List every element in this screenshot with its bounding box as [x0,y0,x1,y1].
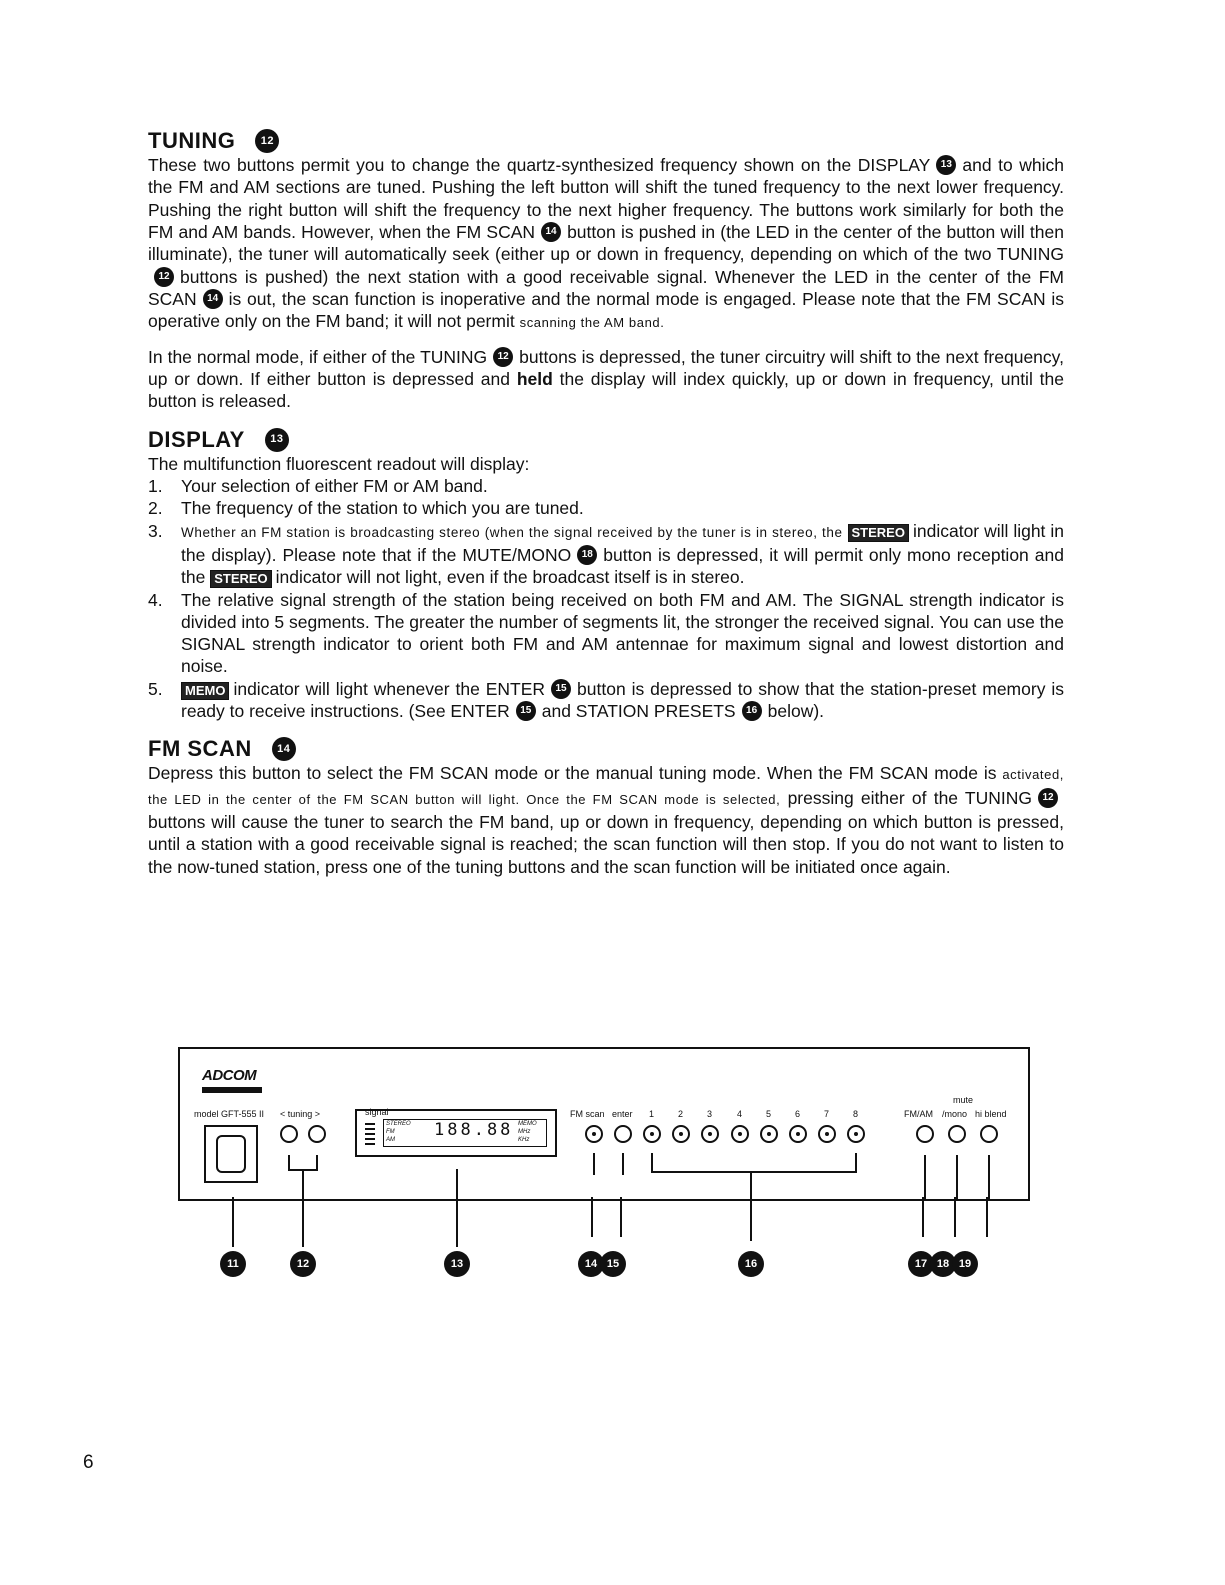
fmscan-label: FM scan [570,1109,605,1119]
tuning-p2-text-a: In the normal mode, if either of the TUNING [148,346,488,367]
tuning-p1-text-e: is out, the scan function is inoperative and the normal mode is engaged. Please note that the FM SCAN is operative only on the FM band; it will not permit [148,289,1064,332]
connector-line [988,1155,990,1199]
preset-label-4: 4 [737,1109,743,1119]
ref-badge: 14 [541,222,561,242]
preset-button-4[interactable] [731,1125,749,1143]
preset-label-3: 3 [707,1109,713,1119]
display-list [148,475,1064,723]
memo-indicator: MEMO [181,682,229,700]
manual-page [148,128,1064,889]
logo-bar [202,1087,262,1093]
disp-memo: MEMO [518,1121,537,1127]
ref-badge: 14 [203,289,223,309]
preset-label-7: 7 [824,1109,830,1119]
fmscan-text-a: Depress this button to select the FM SCAN mode or the manual tuning mode. When the FM SCAN mode is [148,763,997,784]
front-panel [178,1047,1030,1201]
signal-label: signal [365,1107,389,1117]
tuning-label: < tuning > [280,1109,321,1119]
preset-button-3[interactable] [701,1125,719,1143]
display-ref-badge: 13 [265,428,289,452]
mute-label: mute [953,1095,974,1105]
fmscan-section [148,736,1064,877]
leader-line [954,1197,956,1237]
display-window [355,1109,557,1157]
fm-scan-button[interactable] [585,1125,603,1143]
connector-line [593,1153,595,1175]
ref-badge: 18 [577,545,597,565]
ref-badge: 12 [154,267,174,287]
fmscan-text-b: activated, the LED in the center of the FM SCAN button will light. Once the FM SCAN mode is selected, [148,767,1064,807]
preset-button-1[interactable] [643,1125,661,1143]
disp-mhz: MHz [518,1129,531,1135]
leader-line [750,1171,752,1241]
ref-badge: 13 [936,155,956,175]
preset-button-8[interactable] [847,1125,865,1143]
leader-line [302,1169,304,1247]
tuning-title: TUNING [148,128,236,153]
hi-blend-button[interactable] [980,1125,998,1143]
enter-button[interactable] [614,1125,632,1143]
connector-line [855,1153,857,1173]
tuning-section [148,128,1064,413]
disp-am: AM [386,1137,395,1143]
model-label: model GFT-555 II [194,1109,265,1119]
fmscan-text-d: buttons will cause the tuner to search the FM band, up or down in frequency, depending on which button is pressed, until a station with a good receivable signal is reached; the scan function will then stop. If you do not want to listen to the now-tuned station, press one of the tuning buttons and the scan function will be initiated once again. [148,812,1064,877]
leader-line [456,1169,458,1247]
leader-line [620,1197,622,1237]
callout-15: 15 [600,1251,626,1277]
tuning-p1-text-c: button is pushed in (the LED in the center of the button will then illuminate), the tuner will automatically seek (either up or down in frequency, depending on which of the two TUNING [148,221,1064,265]
tuning-down-button[interactable] [280,1125,298,1143]
tuning-p2-text-c: the display will index quickly, up or down in frequency, until the button is released. [148,369,1064,412]
stereo-indicator: STEREO [210,570,271,588]
callout-19: 19 [952,1251,978,1277]
display-inner [383,1119,547,1147]
ref-badge: 12 [1038,788,1058,808]
leader-line [591,1197,593,1237]
preset-label-2: 2 [678,1109,684,1119]
list-item [148,497,1064,519]
adcom-logo: ADCOM [202,1067,257,1084]
leader-line [986,1197,988,1237]
leader-line [232,1197,234,1247]
fmscan-ref-badge: 14 [272,737,296,761]
display-title: DISPLAY [148,426,245,452]
fmscan-paragraph [148,762,1064,877]
tuning-paragraph-2 [148,346,1064,413]
list-text: indicator will light in the display). Please note that if the MUTE/MONO [181,520,1064,565]
tuning-ref-badge: 12 [255,129,279,153]
signal-segment [365,1128,375,1130]
list-text: Your selection of either FM or AM band. [181,475,488,496]
connector-line [651,1171,857,1173]
disp-fm: FM [386,1129,395,1135]
list-text: The relative signal strength of the station being received on both FM and AM. The SIGNAL strength indicator is divided into 5 segments. The greater the number of segments lit, the stronger the received signal. You can use the SIGNAL strength indicator to orient both FM and AM antennae for maximum signal and lowest distortion and noise. [181,589,1064,677]
ref-badge: 15 [516,701,536,721]
callout-16: 16 [738,1251,764,1277]
callout-11: 11 [220,1251,246,1277]
display-section [148,427,1064,723]
fmscan-title: FM SCAN [148,736,252,762]
fmam-label: FM/AM [904,1109,933,1119]
list-text: Whether an FM station is broadcasting stereo (when the signal received by the tuner is in stereo, the [181,524,843,540]
signal-segment [365,1133,375,1135]
power-button-inner [216,1135,246,1173]
leader-line [922,1197,924,1237]
frequency-readout: 188.88 [434,1120,514,1140]
ref-badge: 15 [551,679,571,699]
ref-badge: 16 [742,701,762,721]
fmscan-text-c: pressing either of the TUNING [787,787,1032,808]
callout-12: 12 [290,1251,316,1277]
display-heading [148,427,1064,453]
fm-am-button[interactable] [916,1125,934,1143]
list-number: 4. [148,589,163,610]
list-text: and STATION PRESETS [541,701,736,722]
connector-line [924,1155,926,1199]
preset-label-5: 5 [766,1109,772,1119]
connector-line [651,1153,653,1173]
list-item [148,475,1064,497]
connector-line [956,1155,958,1199]
preset-button-5[interactable] [760,1125,778,1143]
callout-13: 13 [444,1251,470,1277]
tuning-p2-text-b: buttons is depressed, the tuner circuitry will shift to the next frequency, up or down. If either button is depressed and [148,346,1064,390]
signal-segment [365,1143,375,1145]
preset-label-8: 8 [853,1109,859,1119]
preset-label-6: 6 [795,1109,801,1119]
disp-stereo: STEREO [386,1121,411,1127]
mono-label: /mono [942,1109,968,1119]
power-button[interactable] [204,1125,258,1183]
list-text: below). [767,701,825,722]
signal-segment [365,1138,375,1140]
tuning-heading [148,128,1064,154]
tuning-p1-text-a: These two buttons permit you to change the quartz-synthesized frequency shown on the DISPLAY [148,155,931,175]
page-number: 6 [83,1452,94,1473]
list-number: 2. [148,498,163,519]
callout-18: 18 [930,1251,956,1277]
list-number: 3. [148,520,163,541]
list-number: 1. [148,475,163,496]
callout-14: 14 [578,1251,604,1277]
enter-label: enter [612,1109,633,1119]
tuning-p1-text-b: and to which the FM and AM sections are tuned. Pushing the left button will shift the tuned frequency to the next lower frequency. Pushing the right button will shift the frequency to the next higher frequency. The buttons work similarly for both the FM and AM bands. However, when the FM SCAN [148,155,1064,242]
tuning-p2-bold: held [516,369,553,390]
tuning-paragraph-1 [148,154,1064,335]
list-item [148,589,1064,678]
fmscan-heading [148,736,1064,762]
list-item [148,520,1064,589]
display-intro: The multifunction fluorescent readout will display: [148,453,530,474]
preset-button-2[interactable] [672,1125,690,1143]
list-text: button is depressed to show that the station-preset memory is ready to receive instructions. (See ENTER [181,678,1064,722]
stereo-indicator: STEREO [848,524,909,542]
ref-badge: 12 [493,347,513,367]
front-panel-diagram [178,1047,1028,1287]
tuning-p1-text-d: buttons is pushed) the next station with a good receivable signal. Whenever the LED in the center of the FM SCAN [148,266,1064,310]
preset-button-6[interactable] [789,1125,807,1143]
preset-button-7[interactable] [818,1125,836,1143]
signal-segment [365,1123,375,1125]
list-text: button is depressed, it will permit only mono reception and the [181,544,1064,588]
list-number: 5. [148,678,163,699]
callout-17: 17 [908,1251,934,1277]
list-text: indicator will light whenever the ENTER [233,678,546,699]
mute-mono-button[interactable] [948,1125,966,1143]
tuning-p1-text-f: scanning the AM band. [519,315,665,331]
hiblend-label: hi blend [975,1109,1007,1119]
list-item [148,678,1064,723]
preset-label-1: 1 [649,1109,655,1119]
tuning-up-button[interactable] [308,1125,326,1143]
list-text: indicator will not light, even if the broadcast itself is in stereo. [275,567,745,588]
disp-khz: KHz [518,1137,530,1143]
connector-line [622,1153,624,1175]
list-text: The frequency of the station to which you are tuned. [181,498,584,519]
